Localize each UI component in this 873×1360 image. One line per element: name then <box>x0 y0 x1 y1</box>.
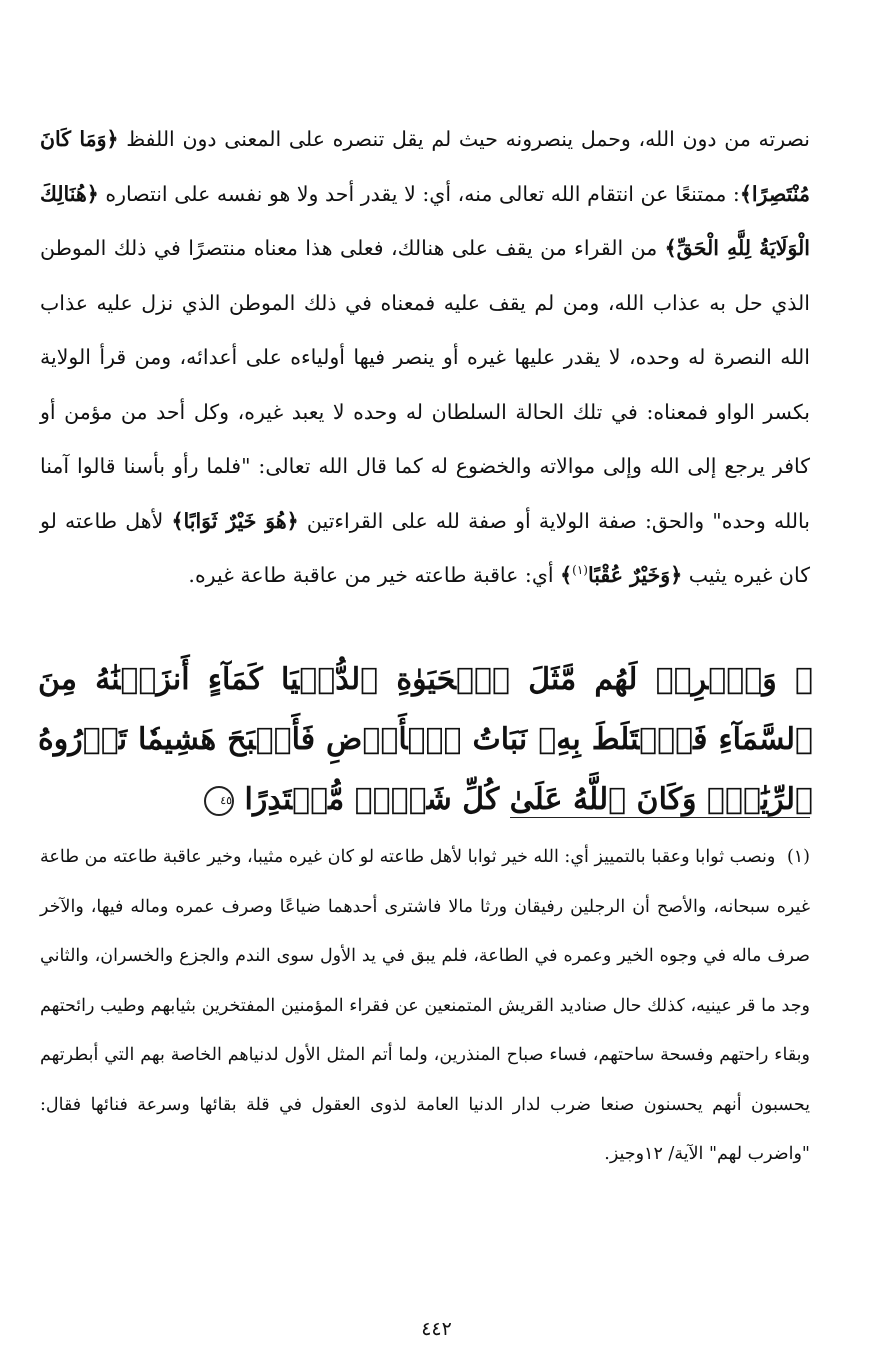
footnote-reference: (١) <box>572 563 588 578</box>
footnote-text: ونصب ثوابا وعقبا بالتمييز أي: الله خير ثوابا لأهل طاعته لو كان غيره مثيبا، وخير عاقبة طاعته من طاعة غيره سبحانه، والأصح أن الرجلين رفيقان ورثا مالا فاشترى أحدهما ضياعًا وصرف عمره وماله فيها، والآخر صرف ماله في وجوه الخير وعمره في الطاعة، فلم يبق في يد الأول سوى الندم والجزع والخسران، والثاني وجد ما قر عينيه، كذلك حال صناديد القريش المتمنعين عن فقراء المؤمنين المفتخرين بثيابهم وطيب رائحتهم وبقاء راحتهم وفسحة ساحتهم، فساء صباح المنذرين، ولما أتم المثل الأول لدنياهم الخاصة بهم التي أبطرتهم يحسبون أنهم يحسنون صنعا ضرب لدار الدنيا العامة لذوى العقول في قلة بقائها وسرعة فنائها فقال: "واضرب لهم" الآية/ ١٢وجيز. <box>40 847 810 1164</box>
quran-verse <box>38 650 813 830</box>
footnote-divider <box>510 817 810 818</box>
quran-citation: ﴿وَخَيْرٌ عُقْبًا <box>587 563 683 587</box>
commentary-text: من القراء من يقف على هنالك، فعلى هذا معناه منتصرًا في ذلك الموطن الذي حل به عذاب الله، ومن لم يقف عليه فمعناه في ذلك الموطن الذي نزل عليه عذاب الله النصرة له وحده، لا يقدر عليها غيره أو ينصر فيها أولياءه على أعدائه، ومن قرأ الولاية بكسر الواو فمعناه: في تلك الحالة السلطان له وحده لا يعبد غيره، وكل أحد من مؤمن أو كافر يرجع إلى الله وإلى موالاته والخضوع له كما قال الله تعالى: "فلما رأو بأسنا قالوا آمنا بالله وحده" والحق: صفة الولاية أو صفة لله على القراءتين <box>40 236 810 533</box>
quran-citation: ﴾ <box>560 563 573 587</box>
commentary-text: نصرته من دون الله، وحمل ينصرونه حيث لم يقل تنصره على المعنى دون اللفظ <box>118 127 810 151</box>
verse-open-bracket: ﴿ <box>794 662 813 697</box>
commentary-text: أي: عاقبة طاعته خير من عاقبة طاعة غيره. <box>188 563 561 587</box>
quran-citation: ﴿وَمَا كَانَ مُنْتَصِرًا﴾ <box>40 127 810 206</box>
footnote <box>40 833 810 1180</box>
main-text <box>40 112 810 603</box>
page-number: ٤٤٢ <box>421 1318 452 1340</box>
commentary-paragraph <box>40 112 810 603</box>
quran-citation: ﴿هُوَ خَيْرٌ ثَوَابًا﴾ <box>171 508 299 533</box>
commentary-text: لأهل طاعته لو كان غيره يثيب <box>40 508 810 587</box>
commentary-text: : ممتنعًا عن انتقام الله تعالى منه، أي: لا يقدر أحد ولا هو نفسه على انتصاره <box>98 181 740 206</box>
footnote-body <box>40 833 810 1180</box>
verse-text: وَٱضۡرِبۡ لَهُم مَّثَلَ ٱلۡحَيَوٰةِ ٱلدُّنۡيَا كَمَآءٍ أَنزَلۡنَٰهُ مِنَ ٱلسَّمَآءِ فَٱخۡتَلَطَ بِهِۦ نَبَاتُ ٱلۡأَرۡضِ فَأَصۡبَحَ هَشِيمٗا تَذۡرُوهُ ٱلرِّيَٰحُۗ وَكَانَ ٱللَّهُ عَلَىٰ كُلِّ شَيۡءٖ مُّقۡتَدِرًا <box>38 662 813 817</box>
footnote-marker: (١) <box>786 847 810 867</box>
verse-end-marker: ٤٥ <box>204 786 234 816</box>
quran-citation: ﴿هُنَالِكَ الْوَلَايَةُ لِلَّهِ الْحَقِّ﴾ <box>40 181 810 260</box>
